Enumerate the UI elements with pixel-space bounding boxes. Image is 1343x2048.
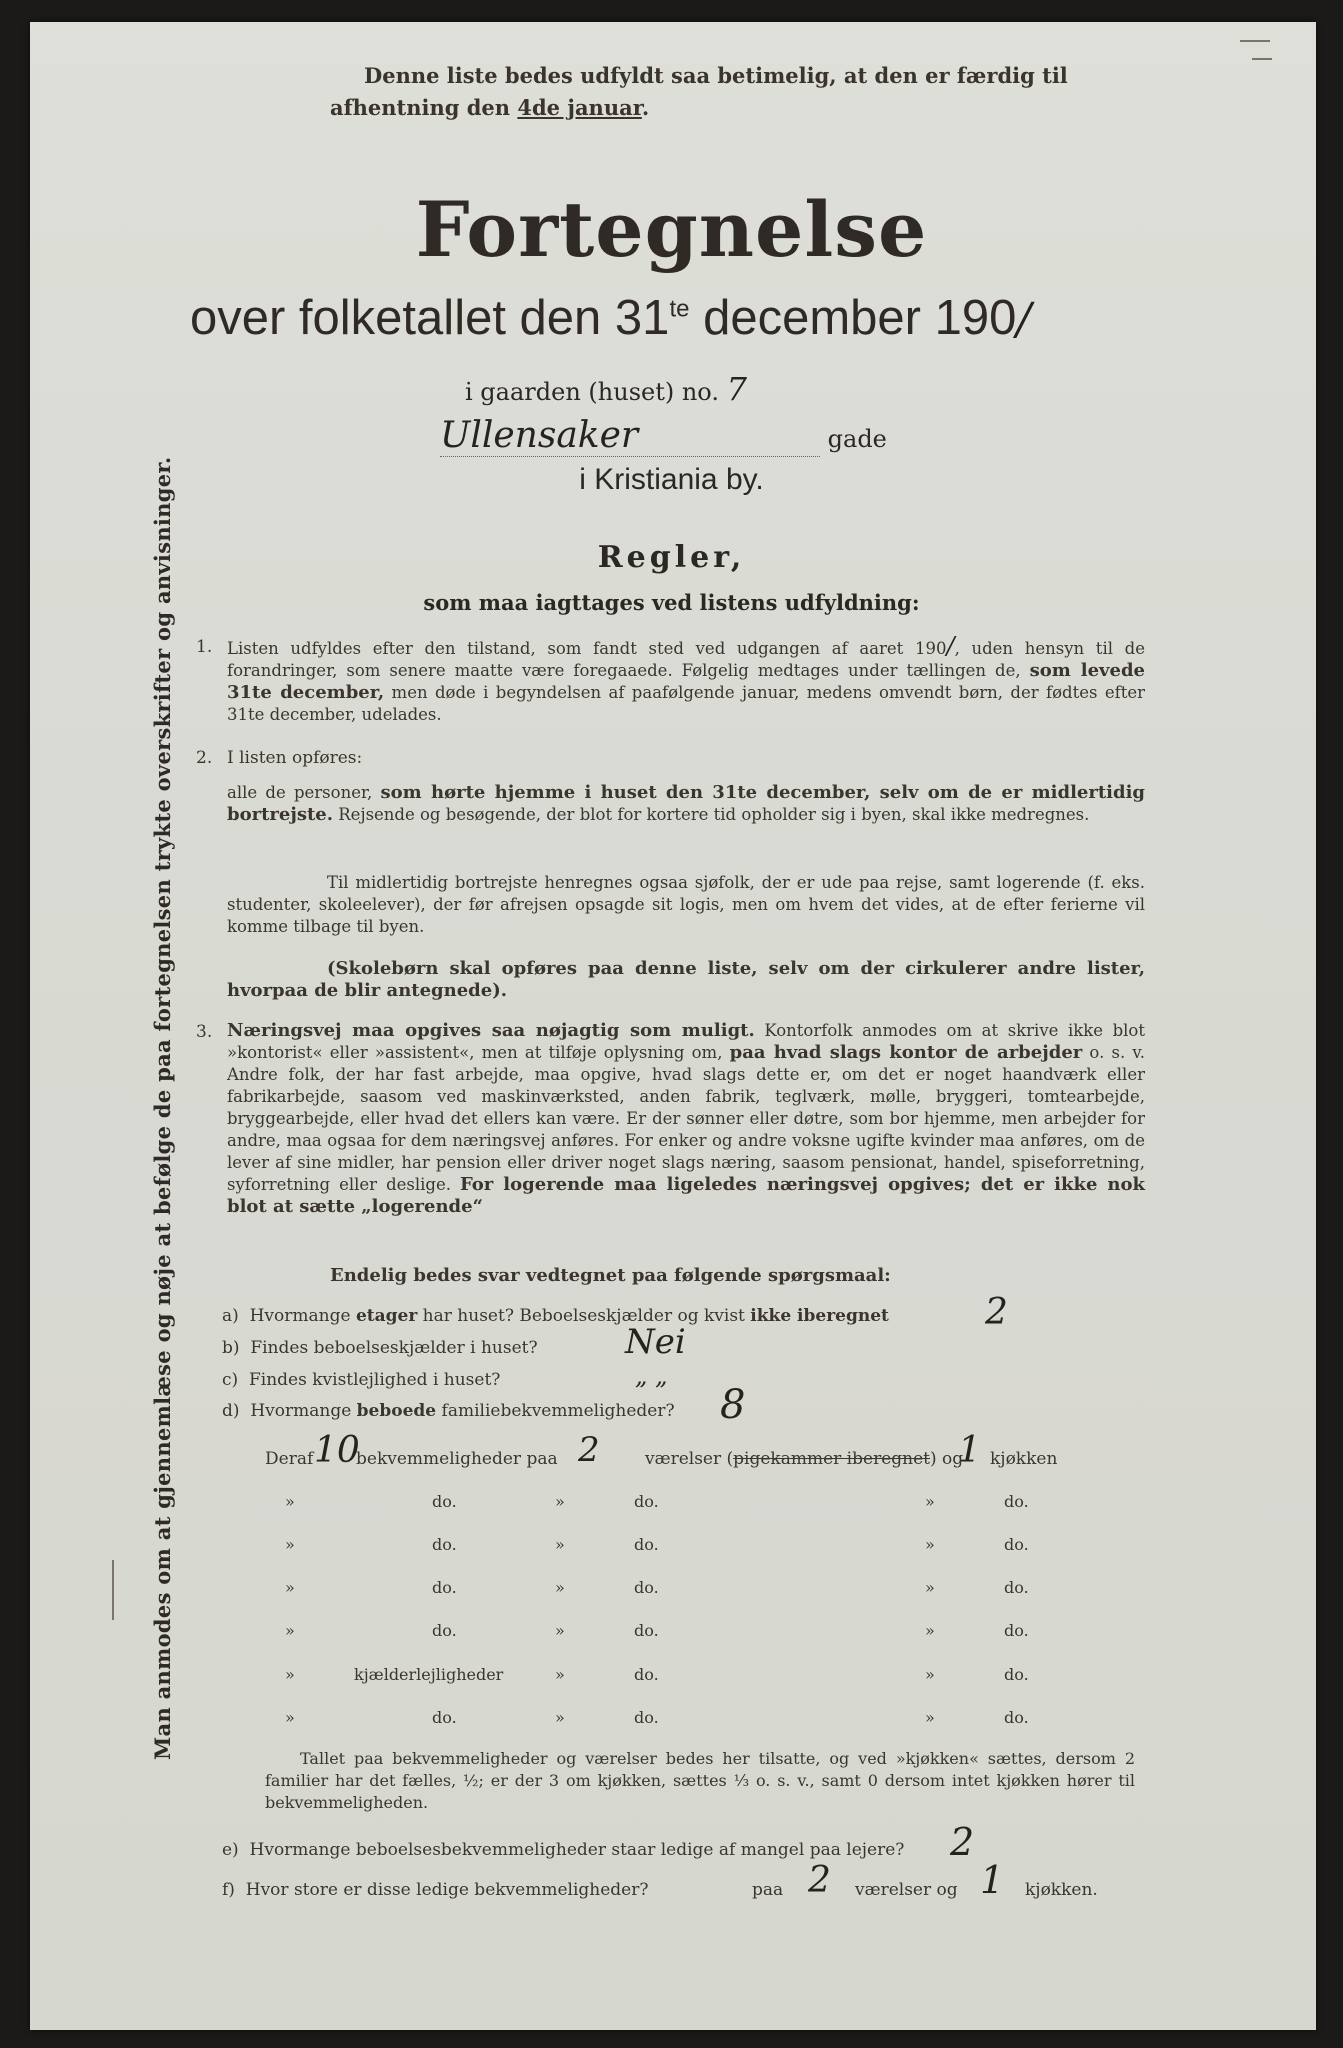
do-row-1: do. bbox=[1004, 1492, 1029, 1511]
header-note-line2 bbox=[330, 92, 1068, 124]
question-c-text: Findes kvistlejlighed i huset? bbox=[248, 1370, 501, 1390]
questions-intro: Endelig bedes svar vedtegnet paa følgende spørgsmaal: bbox=[330, 1265, 891, 1286]
question-b-text: Findes beboelseskjælder i huset? bbox=[250, 1338, 538, 1358]
do-row-5: do. bbox=[634, 1665, 659, 1684]
rules-subtitle: som maa iagttages ved listens udfyldning: bbox=[423, 590, 920, 615]
question-e-text: Hvormange beboelsesbekvemmeligheder staar ledige af mangel paa lejere? bbox=[249, 1840, 905, 1860]
rule-3-bold-1: Næringsvej maa opgives saa nøjagtig som muligt. bbox=[227, 1020, 755, 1041]
question-d-bold: beboede bbox=[356, 1401, 437, 1421]
corner-mark bbox=[1240, 40, 1270, 42]
do-row-3: do. bbox=[1004, 1578, 1029, 1597]
rule-3-number: 3. bbox=[196, 1022, 213, 1042]
rule-1-bold: som levede 31te december, bbox=[227, 660, 1145, 703]
subtitle-sup: te bbox=[669, 295, 690, 323]
pickup-date: 4de januar bbox=[517, 95, 642, 120]
question-e-label: e) bbox=[222, 1840, 239, 1860]
do-row-6: do. bbox=[634, 1708, 659, 1727]
answer-f-rooms: 2 bbox=[808, 1860, 831, 1901]
do-row-quote: » bbox=[555, 1708, 565, 1727]
rule-2-paragraph-2: Til midlertidig bortrejste henregnes ogsaa sjøfolk, der er ude paa rejse, samt logerende (f. eks. studenter, skoleelever), der før afrejsen opsagde sit logis, men om hvem det vides, at de efter ferierne vil komme tilbage til byen. bbox=[227, 873, 1145, 936]
do-row-1: do. bbox=[432, 1492, 457, 1511]
do-row-quote: » bbox=[925, 1535, 935, 1554]
question-f-vaer: værelser og bbox=[855, 1880, 958, 1900]
answer-d: 8 bbox=[720, 1382, 746, 1428]
question-f bbox=[222, 1880, 648, 1900]
kjaelder-label: kjælderlejligheder bbox=[354, 1665, 504, 1684]
rule-3-a: Kontorfolk anmodes om at skrive ikke blot »kontorist« eller »assistent«, men at tilføje oplysning om, bbox=[227, 1021, 1145, 1062]
do-row-6: do. bbox=[432, 1708, 457, 1727]
header-note-line1: Denne liste bedes udfyldt saa betimelig, at den er færdig til bbox=[364, 63, 1068, 88]
rules-title: Regler, bbox=[597, 540, 746, 575]
do-row-quote: » bbox=[555, 1492, 565, 1511]
question-d-label: d) bbox=[222, 1401, 240, 1421]
rule-1-c: men døde i begyndelsen af paafølgende januar, medens omvendt børn, der fødtes efter 31te december, udelades. bbox=[227, 683, 1145, 724]
do-row-quote: » bbox=[925, 1708, 935, 1727]
rule-3-bold-2: paa hvad slags kontor de arbejder bbox=[729, 1042, 1083, 1063]
deraf-vaer bbox=[645, 1449, 963, 1469]
rule-2-bold: som hørte hjemme i huset den 31te december, selv om de er midlertidig bortrejste. bbox=[227, 782, 1145, 825]
question-a-bold-2: ikke iberegnet bbox=[750, 1306, 889, 1326]
do-row-4: do. bbox=[1004, 1621, 1029, 1640]
header-note-line2-post: . bbox=[641, 95, 650, 120]
do-row-quote: » bbox=[285, 1665, 295, 1684]
question-a-mid: har huset? Beboelseskjælder og kvist bbox=[417, 1306, 751, 1326]
page-subtitle bbox=[190, 290, 1031, 346]
deraf-rooms: 2 bbox=[578, 1430, 600, 1470]
gaard-label: i gaarden (huset) no. bbox=[465, 378, 719, 406]
do-row-quote: » bbox=[285, 1492, 295, 1511]
header-note bbox=[330, 60, 1068, 124]
house-number: 7 bbox=[726, 370, 747, 408]
question-d-pre: Hvormange bbox=[250, 1401, 357, 1421]
rule-3-bold-3: For logerende maa ligeledes næringsvej opgives; det er ikke nok blot at sætte „logerende“ bbox=[227, 1174, 1145, 1217]
do-row-quote: » bbox=[555, 1578, 565, 1597]
deraf-og: ) og bbox=[929, 1449, 964, 1469]
deraf-struck: pigekammer iberegnet bbox=[733, 1449, 930, 1469]
answer-c: „ „ bbox=[635, 1362, 668, 1390]
do-row-quote: » bbox=[555, 1665, 565, 1684]
rule-1-a: Listen udfyldes efter den tilstand, som fandt sted ved udgangen af aaret 190 bbox=[227, 639, 947, 658]
do-row-2: do. bbox=[1004, 1535, 1029, 1554]
corner-mark bbox=[1252, 58, 1272, 60]
rule-2-text bbox=[227, 782, 1145, 826]
do-row-quote: » bbox=[925, 1492, 935, 1511]
side-instruction-note: Man anmodes om at gjennemlæse og nøje at befølge de paa fortegnelsen trykte overskrifter og anvisninger. bbox=[150, 456, 175, 1760]
question-f-label: f) bbox=[222, 1880, 235, 1900]
do-row-quote: » bbox=[925, 1665, 935, 1684]
do-row-4: do. bbox=[634, 1621, 659, 1640]
question-a-label: a) bbox=[222, 1306, 239, 1326]
header-note-line2-pre: afhentning den bbox=[330, 95, 518, 120]
question-f-kjokken: kjøkken. bbox=[1025, 1880, 1098, 1900]
question-e bbox=[222, 1840, 904, 1860]
question-f-paa: paa bbox=[752, 1880, 784, 1900]
rule-1-number: 1. bbox=[196, 637, 213, 657]
street-line bbox=[440, 415, 887, 457]
rule-1-text bbox=[227, 632, 1145, 726]
do-row-quote: » bbox=[285, 1708, 295, 1727]
do-row-2: do. bbox=[634, 1535, 659, 1554]
question-b-label: b) bbox=[222, 1338, 240, 1358]
deraf-vaer-text: værelser ( bbox=[645, 1449, 734, 1469]
question-f-text: Hvor store er disse ledige bekvemmeligheder? bbox=[245, 1880, 649, 1900]
answer-b: Nei bbox=[625, 1322, 686, 1362]
question-a bbox=[222, 1306, 889, 1326]
side-note-rule bbox=[112, 1560, 114, 1620]
answer-f-kitchens: 1 bbox=[980, 1858, 1005, 1902]
question-d-post: familiebekvemmeligheder? bbox=[436, 1401, 675, 1421]
do-row-3: do. bbox=[634, 1578, 659, 1597]
deraf-label: Deraf bbox=[265, 1449, 314, 1469]
do-row-1: do. bbox=[634, 1492, 659, 1511]
year-handwritten: / bbox=[1016, 294, 1032, 345]
rule-2-number: 2. bbox=[196, 748, 213, 768]
rule-1-b: , uden hensyn til de forandringer, som senere maatte være foregaaede. Følgelig medtages under tællingen de, bbox=[227, 639, 1145, 680]
do-row-quote: » bbox=[285, 1535, 295, 1554]
house-number-line bbox=[465, 370, 747, 408]
do-row-4: do. bbox=[432, 1621, 457, 1640]
do-row-quote: » bbox=[925, 1578, 935, 1597]
street-name: Ullensaker bbox=[440, 415, 820, 457]
subtitle-post: december 190 bbox=[689, 291, 1017, 345]
do-row-5: do. bbox=[1004, 1665, 1029, 1684]
question-a-pre: Hvormange bbox=[249, 1306, 356, 1326]
answer-a: 2 bbox=[985, 1292, 1008, 1333]
rule-3-text bbox=[227, 1020, 1145, 1218]
do-row-quote: » bbox=[555, 1621, 565, 1640]
tallet-note: Tallet paa bekvemmeligheder og værelser bedes her tilsatte, og ved »kjøkken« sættes, dersom 2 familier har det fælles, ½; er der 3 om kjøkken, sættes ⅓ o. s. v., samt 0 dersom intet kjøkken hører til bekvemmeligheden. bbox=[265, 1749, 1135, 1812]
do-row-quote: » bbox=[285, 1578, 295, 1597]
answer-e: 2 bbox=[950, 1820, 975, 1864]
do-row-3: do. bbox=[432, 1578, 457, 1597]
city-line: i Kristiania by. bbox=[579, 463, 764, 496]
rule-2-b: Rejsende og besøgende, der blot for kortere tid opholder sig i byen, skal ikke medregnes. bbox=[333, 805, 1090, 824]
page-title: Fortegnelse bbox=[415, 185, 928, 274]
do-row-quote: » bbox=[555, 1535, 565, 1554]
question-c-label: c) bbox=[222, 1370, 239, 1390]
rule-2-paragraph-3: (Skolebørn skal opføres paa denne liste, selv om der cirkulerer andre lister, hvorpaa de blir antegnede). bbox=[227, 958, 1145, 1001]
subtitle-pre: over folketallet den 31 bbox=[190, 291, 670, 345]
rule-1-year: / bbox=[946, 632, 955, 660]
question-c bbox=[222, 1370, 500, 1390]
question-b bbox=[222, 1338, 538, 1358]
do-row-6: do. bbox=[1004, 1708, 1029, 1727]
gade-label: gade bbox=[827, 425, 887, 453]
rule-2-a: alle de personer, bbox=[227, 783, 381, 802]
deraf-kjokken: kjøkken bbox=[990, 1449, 1058, 1469]
question-a-bold: etager bbox=[355, 1306, 418, 1326]
do-row-2: do. bbox=[432, 1535, 457, 1554]
deraf-bek: bekvemmeligheder paa bbox=[356, 1449, 558, 1469]
do-row-quote: » bbox=[925, 1621, 935, 1640]
rule-2-head: I listen opføres: bbox=[227, 748, 363, 768]
deraf-kitchens: 1 bbox=[958, 1430, 981, 1471]
question-d bbox=[222, 1401, 675, 1421]
deraf-count: 10 bbox=[314, 1430, 360, 1471]
rule-3-b: o. s. v. Andre folk, der har fast arbejde, maa opgive, hvad slags dette er, om det er noget haandværk eller fabrikarbejde, saasom ved maskinværksted, anden fabrik, teglværk, mølle, bryggeri, tomtearbejde, bryggearbejde, eller hvad det ellers kan være. Er der sønner eller døtre, som bor hjemme, men arbejder for andre, maa ogsaa for dem næringsvej anføres. For enker og andre voksne ugifte kvinder maa anføres, om de lever af sine midler, har pension eller driver noget slags næring, saasom pensionat, handel, spiseforretning, syforretning eller deslige. bbox=[227, 1043, 1145, 1194]
do-row-quote: » bbox=[285, 1621, 295, 1640]
